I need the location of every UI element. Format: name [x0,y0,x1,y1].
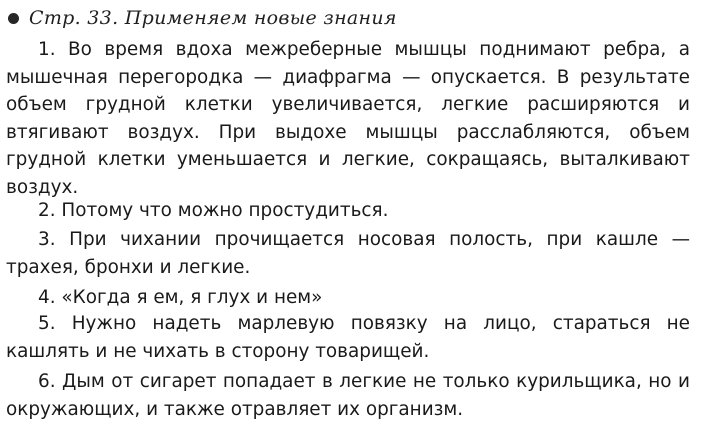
section-heading [8,4,397,32]
answer-2: 2. Потому что можно простудиться. [38,200,389,221]
answer-1: 1. Во время вдоха межреберные мышцы поднимают ребра, а мышечная перегородка — диафрагма — опускается. В результате объем грудной клетки увеличивается, легкие расширяются и втягивают воздух. При выдохе мышцы расслабляются, объем грудной клетки уменьшается и легкие, сокращаясь, выталкивают воздух. [6,39,690,198]
section-heading-text: Стр. 33. Применяем новые знания [29,7,397,29]
answer-3: 3. При чихании прочищается носовая полость, при кашле — трахея, бронхи и легкие. [6,229,690,278]
answer-6: 6. Дым от сигарет попадает в легкие не только курильщика, но и окружающих, и также отравляет их организм. [6,371,690,420]
answer-4: 4. «Когда я ем, я глух и нем» [38,287,323,308]
bullet-icon [8,13,19,24]
answer-5: 5. Нужно надеть марлевую повязку на лицо, стараться не кашлять и не чихать в сторону товарищей. [6,313,690,362]
